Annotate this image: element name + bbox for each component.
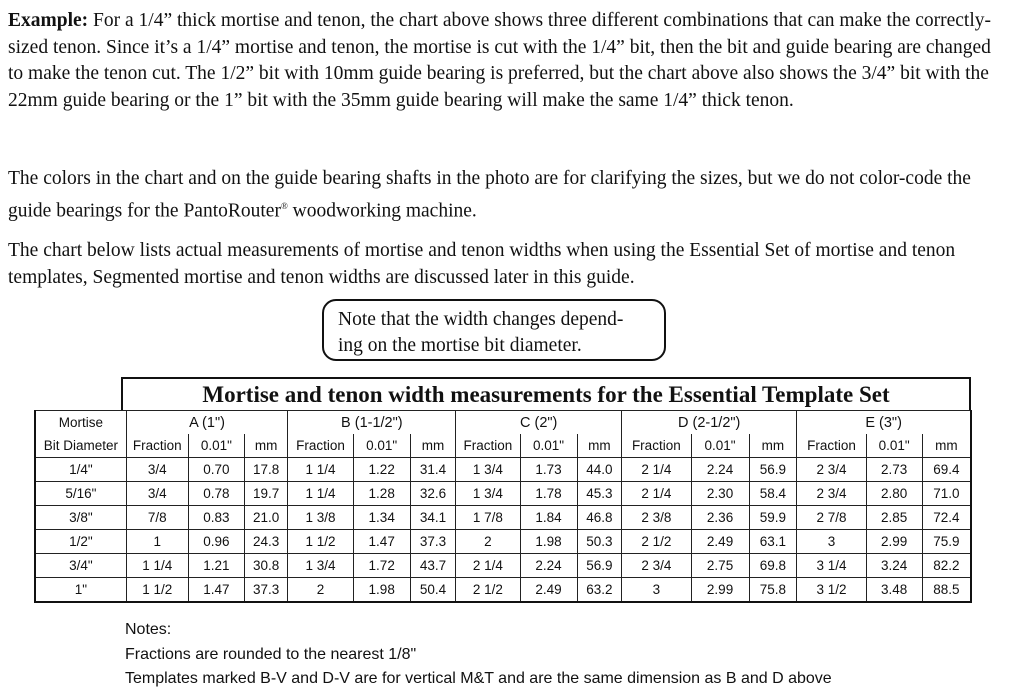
sub-header-d-mm: mm — [749, 434, 797, 458]
group-header-e: E (3") — [797, 411, 971, 435]
table-title: Mortise and tenon width measurements for the Essential Template Set — [121, 377, 971, 410]
cell-c-mm: 63.2 — [577, 578, 622, 603]
sub-header-b-mm: mm — [410, 434, 456, 458]
cell-a-fraction: 1 1/2 — [126, 578, 188, 603]
cell-c-mm: 50.3 — [577, 530, 622, 554]
sub-header-e-inch: 0.01" — [866, 434, 922, 458]
cell-a-mm: 30.8 — [244, 554, 288, 578]
cell-c-mm: 45.3 — [577, 482, 622, 506]
cell-d-inch: 2.24 — [691, 458, 749, 482]
cell-e-inch: 2.85 — [866, 506, 922, 530]
cell-a-inch: 0.83 — [188, 506, 244, 530]
cell-e-fraction: 3 1/2 — [797, 578, 866, 603]
sub-header-c-mm: mm — [577, 434, 622, 458]
colors-paragraph-text: The colors in the chart and on the guide bearing shafts in the photo are for clarifying the sizes, but we do not color-code the guide bearings for the PantoRouter — [8, 168, 971, 221]
cell-a-fraction: 1 1/4 — [126, 554, 188, 578]
sub-header-c-inch: 0.01" — [520, 434, 577, 458]
cell-c-fraction: 1 7/8 — [456, 506, 520, 530]
cell-d-mm: 75.8 — [749, 578, 797, 603]
cell-e-mm: 72.4 — [922, 506, 971, 530]
sub-header-a-mm: mm — [244, 434, 288, 458]
bit-header-diameter: Bit Diameter — [35, 434, 126, 458]
notes-section — [125, 618, 832, 692]
table-row — [35, 554, 971, 578]
cell-c-fraction: 1 3/4 — [456, 482, 520, 506]
cell-c-fraction: 2 1/4 — [456, 554, 520, 578]
sub-header-a-inch: 0.01" — [188, 434, 244, 458]
cell-b-fraction: 1 1/4 — [288, 482, 353, 506]
cell-e-fraction: 3 1/4 — [797, 554, 866, 578]
cell-b-inch: 1.47 — [353, 530, 410, 554]
cell-b-inch: 1.22 — [353, 458, 410, 482]
cell-b-inch: 1.34 — [353, 506, 410, 530]
table-body — [35, 458, 971, 603]
cell-a-inch: 0.78 — [188, 482, 244, 506]
cell-e-mm: 82.2 — [922, 554, 971, 578]
bit-diameter-cell: 3/4" — [35, 554, 126, 578]
cell-a-inch: 0.70 — [188, 458, 244, 482]
example-paragraph — [8, 8, 1008, 114]
cell-a-mm: 19.7 — [244, 482, 288, 506]
cell-b-mm: 50.4 — [410, 578, 456, 603]
table-row — [35, 578, 971, 603]
group-header-b: B (1-1/2") — [288, 411, 456, 435]
bit-diameter-cell: 1/2" — [35, 530, 126, 554]
cell-a-inch: 0.96 — [188, 530, 244, 554]
sub-header-e-fraction: Fraction — [797, 434, 866, 458]
cell-e-mm: 71.0 — [922, 482, 971, 506]
cell-e-inch: 2.99 — [866, 530, 922, 554]
cell-c-mm: 46.8 — [577, 506, 622, 530]
cell-c-fraction: 1 3/4 — [456, 458, 520, 482]
sub-header-row — [35, 434, 971, 458]
cell-e-inch: 2.73 — [866, 458, 922, 482]
cell-d-inch: 2.49 — [691, 530, 749, 554]
registered-mark: ® — [280, 200, 288, 211]
cell-c-fraction: 2 — [456, 530, 520, 554]
cell-e-inch: 3.24 — [866, 554, 922, 578]
cell-a-inch: 1.21 — [188, 554, 244, 578]
cell-e-fraction: 2 7/8 — [797, 506, 866, 530]
bit-diameter-cell: 5/16" — [35, 482, 126, 506]
cell-d-fraction: 2 1/4 — [622, 482, 691, 506]
cell-b-inch: 1.98 — [353, 578, 410, 603]
notes-heading: Notes: — [125, 621, 172, 638]
bit-header-mortise: Mortise — [35, 411, 126, 435]
cell-e-mm: 88.5 — [922, 578, 971, 603]
cell-c-fraction: 2 1/2 — [456, 578, 520, 603]
example-lead: Example: — [8, 10, 89, 31]
group-header-a: A (1") — [126, 411, 288, 435]
cell-a-mm: 24.3 — [244, 530, 288, 554]
bit-diameter-cell: 3/8" — [35, 506, 126, 530]
cell-c-inch: 1.73 — [520, 458, 577, 482]
group-header-d: D (2-1/2") — [622, 411, 797, 435]
table-row — [35, 482, 971, 506]
cell-e-mm: 75.9 — [922, 530, 971, 554]
cell-b-fraction: 1 3/8 — [288, 506, 353, 530]
cell-c-inch: 2.24 — [520, 554, 577, 578]
cell-a-mm: 37.3 — [244, 578, 288, 603]
cell-d-fraction: 3 — [622, 578, 691, 603]
cell-d-fraction: 2 3/8 — [622, 506, 691, 530]
cell-a-mm: 21.0 — [244, 506, 288, 530]
note-line-2: ing on the mortise bit diameter. — [338, 335, 582, 356]
cell-d-mm: 59.9 — [749, 506, 797, 530]
cell-d-fraction: 2 3/4 — [622, 554, 691, 578]
group-header-row — [35, 411, 971, 435]
chart-intro-paragraph: The chart below lists actual measurements of mortise and tenon widths when using the Essential Set of mortise and tenon templates, Segmented mortise and tenon widths are discussed later in this guide. — [8, 240, 956, 288]
table-row — [35, 506, 971, 530]
cell-b-fraction: 1 1/4 — [288, 458, 353, 482]
sub-header-e-mm: mm — [922, 434, 971, 458]
cell-d-inch: 2.36 — [691, 506, 749, 530]
table-row — [35, 458, 971, 482]
cell-d-mm: 56.9 — [749, 458, 797, 482]
sub-header-a-fraction: Fraction — [126, 434, 188, 458]
cell-b-inch: 1.28 — [353, 482, 410, 506]
note-line-1: Note that the width changes depend- — [338, 309, 624, 330]
measurement-table — [34, 410, 972, 603]
table-row — [35, 530, 971, 554]
example-text: For a 1/4” thick mortise and tenon, the chart above shows three different combinations that can make the correctly-sized tenon. Since it’s a 1/4” mortise and tenon, the mortise is cut with the 1/4” bit, then the bit and guide bearing are changed to make the tenon cut. The 1/2” bit with 10mm guide bearing is preferred, but the chart above also shows the 3/4” bit with the 22mm guide bearing or the 1” bit with the 35mm guide bearing will make the same 1/4” thick tenon. — [8, 10, 992, 111]
cell-d-inch: 2.99 — [691, 578, 749, 603]
cell-a-fraction: 3/4 — [126, 482, 188, 506]
cell-d-mm: 69.8 — [749, 554, 797, 578]
sub-header-b-inch: 0.01" — [353, 434, 410, 458]
cell-d-inch: 2.30 — [691, 482, 749, 506]
cell-a-mm: 17.8 — [244, 458, 288, 482]
cell-b-mm: 34.1 — [410, 506, 456, 530]
bit-diameter-cell: 1/4" — [35, 458, 126, 482]
cell-b-mm: 31.4 — [410, 458, 456, 482]
note-fractions: Fractions are rounded to the nearest 1/8" — [125, 645, 417, 663]
cell-e-fraction: 2 3/4 — [797, 458, 866, 482]
note-callout — [322, 299, 666, 361]
sub-header-c-fraction: Fraction — [456, 434, 520, 458]
cell-d-mm: 63.1 — [749, 530, 797, 554]
note-templates: Templates marked B-V and D-V are for vertical M&T and are the same dimension as B and D above — [125, 670, 832, 687]
cell-a-fraction: 7/8 — [126, 506, 188, 530]
cell-e-inch: 2.80 — [866, 482, 922, 506]
bit-diameter-cell: 1" — [35, 578, 126, 603]
cell-a-fraction: 1 — [126, 530, 188, 554]
cell-c-inch: 1.98 — [520, 530, 577, 554]
cell-b-mm: 32.6 — [410, 482, 456, 506]
sub-header-d-inch: 0.01" — [691, 434, 749, 458]
cell-b-inch: 1.72 — [353, 554, 410, 578]
cell-e-mm: 69.4 — [922, 458, 971, 482]
cell-a-fraction: 3/4 — [126, 458, 188, 482]
colors-paragraph-end: woodworking machine. — [287, 200, 477, 221]
sub-header-b-fraction: Fraction — [288, 434, 353, 458]
cell-b-fraction: 1 3/4 — [288, 554, 353, 578]
colors-paragraph — [8, 166, 1008, 225]
cell-b-fraction: 2 — [288, 578, 353, 603]
cell-d-mm: 58.4 — [749, 482, 797, 506]
cell-d-fraction: 2 1/4 — [622, 458, 691, 482]
cell-e-inch: 3.48 — [866, 578, 922, 603]
cell-a-inch: 1.47 — [188, 578, 244, 603]
cell-b-mm: 37.3 — [410, 530, 456, 554]
cell-e-fraction: 2 3/4 — [797, 482, 866, 506]
cell-c-inch: 1.84 — [520, 506, 577, 530]
cell-d-inch: 2.75 — [691, 554, 749, 578]
group-header-c: C (2") — [456, 411, 622, 435]
cell-c-inch: 1.78 — [520, 482, 577, 506]
cell-c-mm: 44.0 — [577, 458, 622, 482]
cell-c-inch: 2.49 — [520, 578, 577, 603]
cell-b-mm: 43.7 — [410, 554, 456, 578]
cell-c-mm: 56.9 — [577, 554, 622, 578]
cell-e-fraction: 3 — [797, 530, 866, 554]
sub-header-d-fraction: Fraction — [622, 434, 691, 458]
cell-d-fraction: 2 1/2 — [622, 530, 691, 554]
cell-b-fraction: 1 1/2 — [288, 530, 353, 554]
